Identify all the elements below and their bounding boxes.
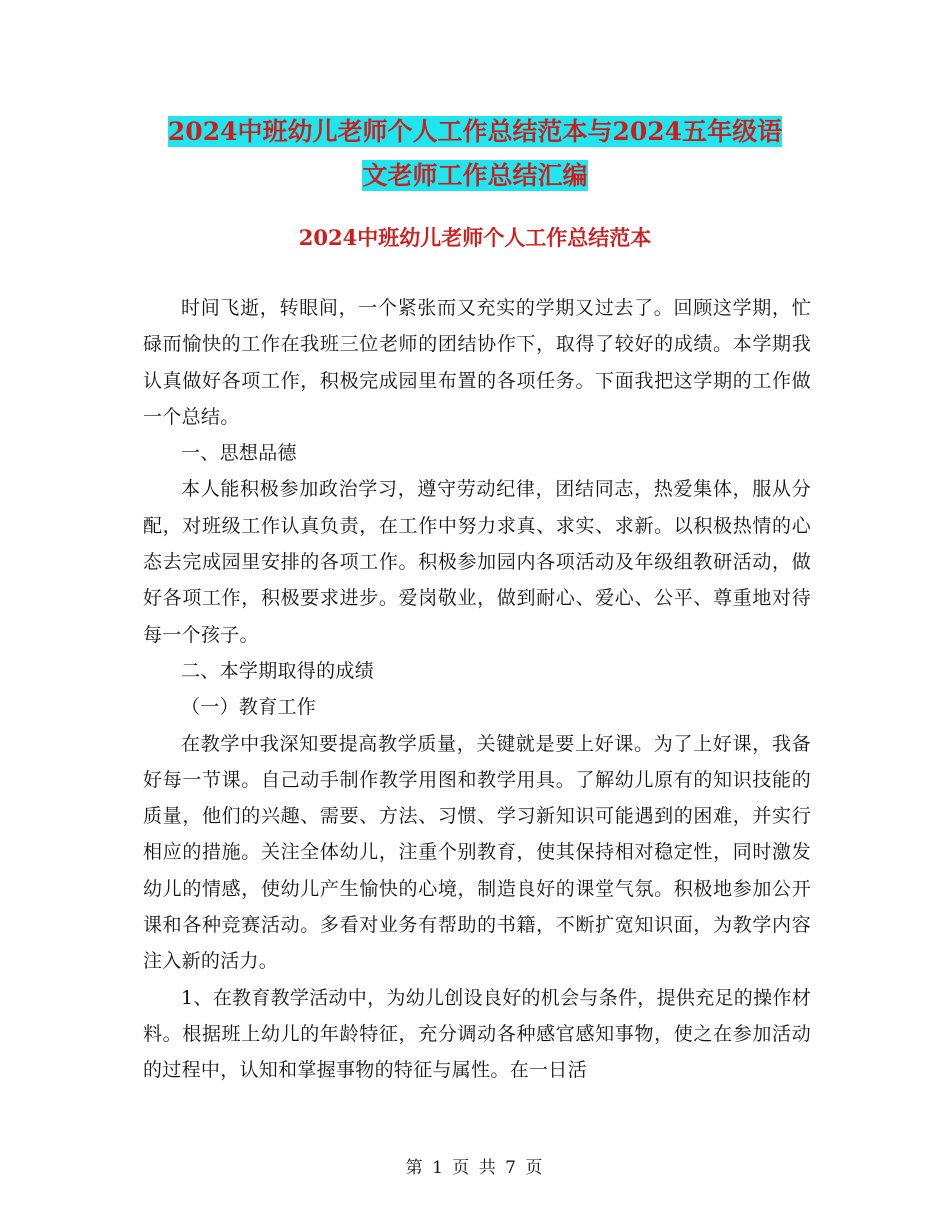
paragraph-intro: 时间飞逝，转眼间，一个紧张而又充实的学期又过去了。回顾这学期，忙碌而愉快的工作在我班三位老师的团结协作下，取得了较好的成绩。本学期我认真做好各项工作，积极完成园里布置的各项任务。下面我把这学期的工作做一个总结。: [143, 297, 811, 428]
title-line-2: 文老师工作总结汇编: [362, 161, 588, 190]
document-body: [143, 290, 811, 1089]
section-title: 2024中班幼儿老师个人工作总结范本: [298, 225, 652, 250]
heading-achievements: 二、本学期取得的成绩: [181, 659, 375, 682]
title-line-1: 2024中班幼儿老师个人工作总结范本与2024五年级语: [167, 117, 783, 146]
paragraph-ideology: 本人能积极参加政治学习，遵守劳动纪律，团结同志，热爱集体，服从分配，对班级工作认真负责，在工作中努力求真、求实、求新。以积极热情的心态去完成园里安排的各项工作。积极参加园内各项活动及年级组教研活动，做好各项工作，积极要求进步。爱岗敬业，做到耐心、爱心、公平、尊重地对待每一个孩子。: [143, 478, 811, 646]
page-footer: 第 1 页 共 7 页: [405, 1158, 545, 1178]
paragraph-item-1: 1、在教育教学活动中，为幼儿创设良好的机会与条件，提供充足的操作材料。根据班上幼儿的年龄特征，充分调动各种感官感知事物，使之在参加活动的过程中，认知和掌握事物的特征与属性。在一日活: [143, 986, 811, 1082]
heading-education-work: （一）教育工作: [181, 696, 317, 719]
heading-ideology: 一、思想品德: [181, 442, 297, 465]
document-title: [0, 110, 950, 198]
paragraph-teaching: 在教学中我深知要提高教学质量，关键就是要上好课。为了上好课，我备好每一节课。自己动手制作教学用图和教学用具。了解幼儿原有的知识技能的质量，他们的兴趣、需要、方法、习惯、学习新知识可能遇到的困难，并实行相应的措施。关注全体幼儿，注重个别教育，使其保持相对稳定性，同时激发幼儿的情感，使幼儿产生愉快的心境，制造良好的课堂气氛。积极地参加公开课和各种竞赛活动。多看对业务有帮助的书籍，不断扩宽知识面，为教学内容注入新的活力。: [143, 732, 811, 973]
